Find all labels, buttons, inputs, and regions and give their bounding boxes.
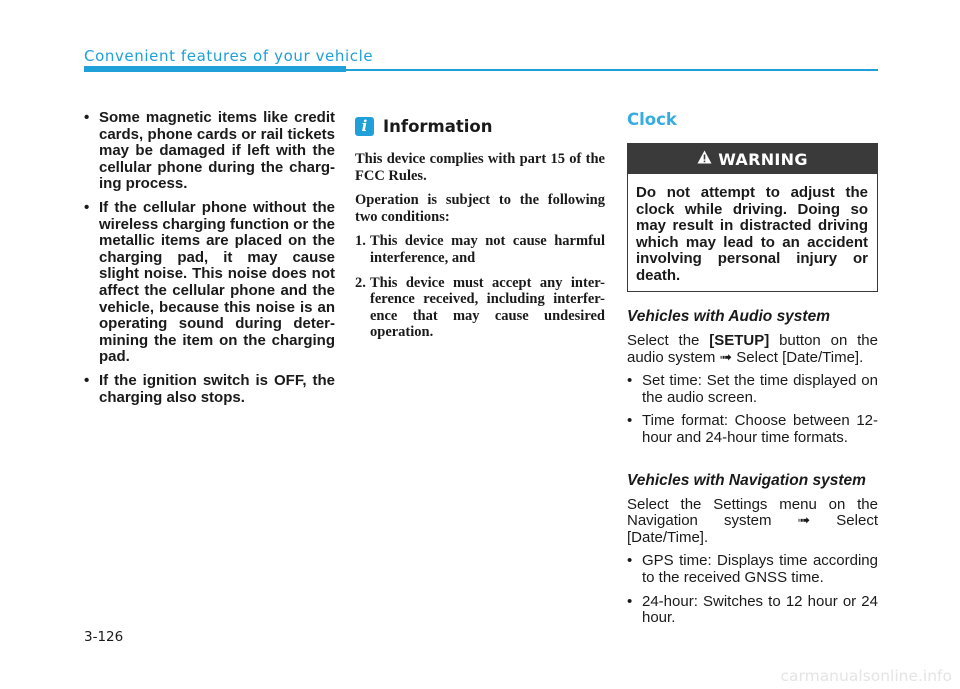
info-icon: i	[355, 117, 374, 136]
list-item: • Some magnetic items like credit cards, phone cards or rail tickets may be damaged if left with the cellular phone during the charg-ing process.	[84, 109, 335, 193]
information-section	[355, 113, 605, 349]
information-header	[355, 113, 605, 139]
header-accent-bar	[84, 66, 346, 72]
warning-label: WARNING	[718, 149, 808, 169]
left-column	[84, 110, 335, 413]
numbered-item: 2. This device must accept any inter-ference received, including interfer-ence that may cause undesired operation.	[355, 274, 605, 341]
audio-system-heading: Vehicles with Audio system	[627, 308, 830, 325]
page-number: 3-126	[84, 629, 124, 645]
navigation-system-instruction: Select the Settings menu on the Navigation system ➟ Select [Date/Time].	[627, 495, 878, 546]
list-item: • If the cellular phone without the wireless charging function or the metallic items are placed on the charging pad, it may cause slight noise. This noise does not affect the cellular phone and the vehicle, because this noise is an operating sound during deter-mining the item on the charging pad.	[84, 198, 335, 366]
info-paragraph: This device complies with part 15 of the FCC Rules.	[355, 151, 605, 184]
clock-title: Clock	[627, 110, 677, 129]
list-item: • If the ignition switch is OFF, the charging also stops.	[84, 371, 335, 406]
section-header-title: Convenient features of your vehicle	[84, 47, 374, 65]
header-divider-line	[346, 69, 878, 71]
list-item: • Set time: Set the time displayed on the audio screen.	[627, 372, 878, 406]
audio-system-instruction: Select the [SETUP] button on the audio system ➟ Select [Date/Time].	[627, 332, 878, 366]
warning-text: Do not attempt to adjust the clock while driving. Doing so may result in distracted driving which may lead to an accident involving personal injury or death.	[636, 184, 868, 284]
warning-triangle-icon	[697, 150, 712, 168]
navigation-system-heading: Vehicles with Navigation system	[627, 471, 866, 489]
info-paragraph: Operation is subject to the following two conditions:	[355, 192, 605, 225]
list-item: • GPS time: Displays time according to the received GNSS time.	[627, 552, 878, 586]
list-item: • Time format: Choose between 12-hour and 24-hour time formats.	[627, 412, 878, 446]
information-title: Information	[383, 116, 493, 136]
watermark: carmanualsonline.info	[780, 667, 952, 685]
warning-header	[628, 144, 877, 174]
clock-section	[627, 110, 878, 634]
warning-box	[627, 143, 878, 292]
list-item: • 24-hour: Switches to 12 hour or 24 hour.	[627, 592, 878, 627]
numbered-item: 1. This device may not cause harmful interference, and	[355, 233, 605, 266]
